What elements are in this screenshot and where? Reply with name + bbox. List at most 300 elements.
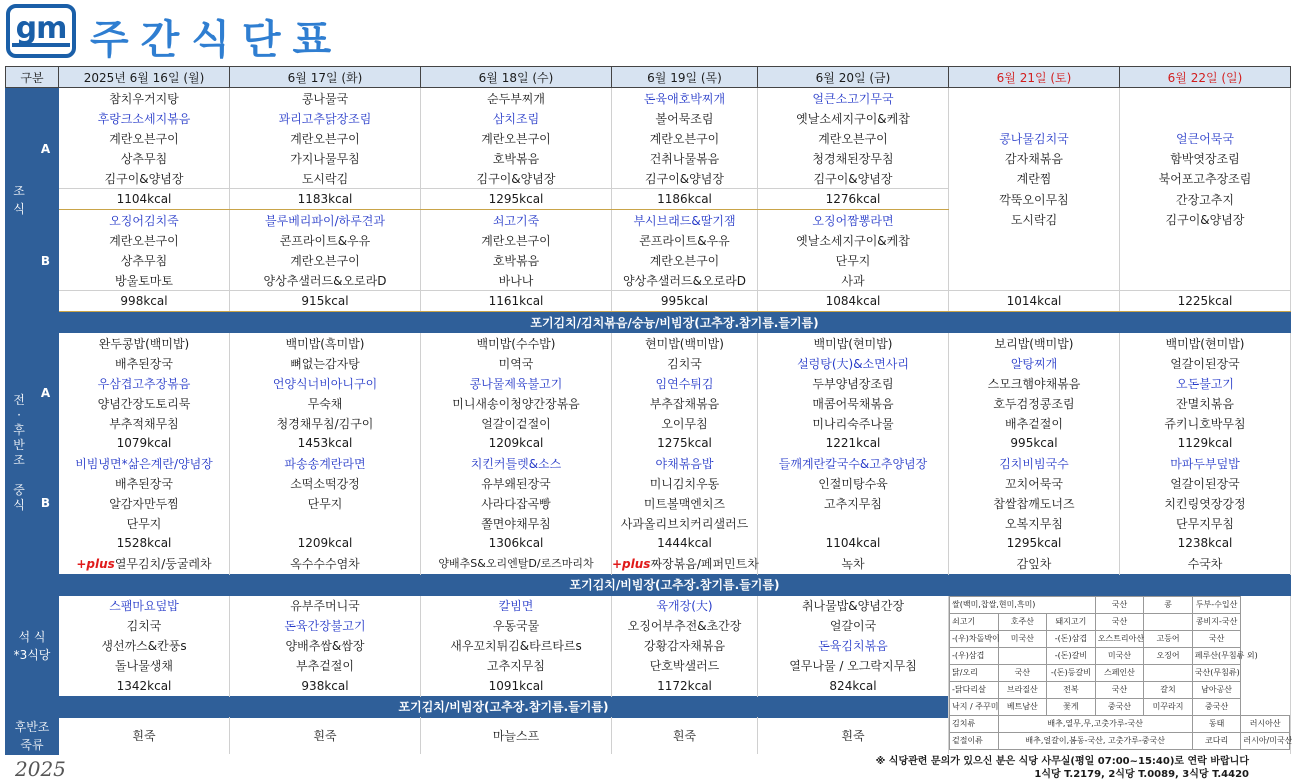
origin-cell: 동태 — [1192, 715, 1241, 732]
section-dinner: 석 식 *3식당 — [6, 595, 59, 696]
origin-cell: 호주산 — [998, 613, 1047, 630]
contact-note-line1: ※ 식당관련 문의가 있으신 분은 식당 사무실(평일 07:00~15:40)로 연락 바랍니다 — [875, 756, 1249, 767]
menu-item: 계란오븐구이 — [612, 250, 758, 270]
menu-item: 새우꼬치튀김&타르타르s — [421, 636, 612, 656]
table-row — [6, 595, 1291, 616]
origin-row — [950, 715, 1290, 732]
weekend-blank — [1120, 88, 1291, 129]
header — [0, 0, 1258, 66]
plus-mark: +plus — [76, 556, 115, 571]
section-breakfast: 조 식 — [6, 88, 33, 312]
origin-cell: 미국산 — [1095, 647, 1144, 664]
origin-cell: 콩비지-국산 — [1192, 613, 1241, 630]
table-row — [6, 473, 1291, 493]
footer — [5, 757, 1253, 784]
origin-cell: 국산 — [998, 664, 1047, 681]
table-row — [6, 88, 1291, 109]
menu-item: 쫄면야채무침 — [421, 513, 612, 533]
kcal: 938kcal — [230, 676, 421, 697]
origin-cell: 두부-수입산 — [1192, 596, 1241, 613]
lunch-sides-bar: 포기김치/비빔장(고추장.참기름.들기름) — [59, 574, 1291, 595]
origin-row — [950, 698, 1290, 715]
menu-item: 단무지 — [758, 250, 949, 270]
day-header: 2025년 6월 16일 (월) — [59, 67, 230, 88]
sub-plus — [33, 553, 59, 574]
porridge-item: 마늘스프 — [421, 717, 612, 754]
menu-item: 부시브래드&딸기잼 — [612, 210, 758, 231]
menu-item: 김치비빔국수 — [949, 453, 1120, 473]
origin-cell: 스페인산 — [1095, 664, 1144, 681]
table-row — [6, 393, 1291, 413]
origin-cell: 국산 — [1095, 613, 1144, 630]
menu-item: 돈육김치볶음 — [758, 636, 949, 656]
menu-item: 돈육간장불고기 — [230, 616, 421, 636]
menu-item: 콘프라이트&우유 — [612, 230, 758, 250]
menu-item: 상추무침 — [59, 250, 230, 270]
menu-item: 미니새송이청양간장볶음 — [421, 393, 612, 413]
menu-item: 계란오븐구이 — [59, 128, 230, 148]
porridge-item: 흰죽 — [230, 717, 421, 754]
menu-item: 콩나물김치국 — [949, 128, 1120, 148]
sub-a: A — [33, 88, 59, 210]
origin-cell — [1144, 664, 1193, 681]
origin-cell: 꽃게 — [1047, 698, 1096, 715]
menu-item: 오복지무침 — [949, 513, 1120, 533]
menu-item: 김구이&양념장 — [612, 168, 758, 189]
menu-item: 계란오븐구이 — [421, 230, 612, 250]
menu-item: 치킨링엿장강정 — [1120, 493, 1291, 513]
menu-item: 취나물밥&양념간장 — [758, 595, 949, 616]
menu-item: 도시락김 — [949, 210, 1120, 231]
plus-item — [758, 553, 949, 574]
origin-cell: -(돈)등갈비 — [1047, 664, 1096, 681]
table-row — [6, 230, 1291, 250]
menu-item: 양상추샐러드&오로라D — [612, 270, 758, 291]
table-row — [6, 210, 1291, 231]
menu-item: 오징어김치죽 — [59, 210, 230, 231]
origin-cell — [998, 647, 1047, 664]
menu-item: 양념간장도토리묵 — [59, 393, 230, 413]
menu-item: 잔멸치볶음 — [1120, 393, 1291, 413]
table-row — [6, 413, 1291, 433]
table-row — [6, 553, 1291, 574]
menu-item: 돈육애호박찌개 — [612, 88, 758, 109]
table-row — [6, 433, 1291, 453]
origin-cell: 닭/오리 — [950, 664, 999, 681]
menu-item: 매콤어묵채볶음 — [758, 393, 949, 413]
menu-item: 소떡소떡강정 — [230, 473, 421, 493]
weekend-blank — [949, 230, 1120, 291]
plus-text: 짜장볶음/페퍼민트차 — [650, 556, 759, 571]
menu-item: 우삼겹고추장볶음 — [59, 373, 230, 393]
kcal: 824kcal — [758, 676, 949, 697]
origin-cell: 코다리 — [1192, 732, 1241, 749]
origin-table-cell — [949, 595, 1291, 754]
kcal: 1225kcal — [1120, 291, 1291, 312]
menu-item: 백미밥(현미밥) — [1120, 333, 1291, 354]
table-row — [6, 312, 1291, 333]
kcal: 1238kcal — [1120, 533, 1291, 553]
origin-cell: 중국산 — [1095, 698, 1144, 715]
menu-item: 꽈리고추닭장조림 — [230, 108, 421, 128]
origin-cell: 오징어 — [1144, 647, 1193, 664]
origin-cell: 배추,열무,무,고춧가루-국산 — [998, 715, 1192, 732]
origin-cell: -(돈)갈비 — [1047, 647, 1096, 664]
menu-item: 얼갈이겉절이 — [421, 413, 612, 433]
menu-item: 스모크햄야채볶음 — [949, 373, 1120, 393]
kcal: 1079kcal — [59, 433, 230, 453]
menu-item: 치킨커틀렛&소스 — [421, 453, 612, 473]
menu-item: 오돈불고기 — [1120, 373, 1291, 393]
menu-item: 단무지무침 — [1120, 513, 1291, 533]
plus-item — [421, 553, 612, 574]
origin-cell: 러시아산 — [1241, 715, 1290, 732]
origin-cell: 미꾸라지 — [1144, 698, 1193, 715]
menu-item: 미역국 — [421, 353, 612, 373]
menu-item: 쇠고기죽 — [421, 210, 612, 231]
menu-item: 김구이&양념장 — [59, 168, 230, 189]
kcal: 1275kcal — [612, 433, 758, 453]
menu-item: 삼치조림 — [421, 108, 612, 128]
origin-row — [950, 647, 1290, 664]
menu-item: 언양식너비아니구이 — [230, 373, 421, 393]
kcal: 998kcal — [59, 291, 230, 312]
menu-item: 생선까스&칸풍s — [59, 636, 230, 656]
menu-item: 찹쌀찹깨도너즈 — [949, 493, 1120, 513]
origin-cell: 쇠고기 — [950, 613, 999, 630]
origin-row — [950, 630, 1290, 647]
menu-item: 오징어짬뽕라면 — [758, 210, 949, 231]
table-row — [6, 493, 1291, 513]
menu-item: 완두콩밥(백미밥) — [59, 333, 230, 354]
menu-item: 북어포고추장조림 — [1120, 168, 1291, 189]
kcal: 1342kcal — [59, 676, 230, 697]
gm-logo — [6, 4, 76, 58]
bar-gap — [6, 696, 59, 717]
origin-cell: 고등어 — [1144, 630, 1193, 647]
origin-cell: 브라질산 — [998, 681, 1047, 698]
menu-item: 함박엿장조림 — [1120, 148, 1291, 168]
origin-row — [950, 681, 1290, 698]
table-row — [6, 189, 1291, 210]
menu-item: 도시락김 — [230, 168, 421, 189]
menu-item: 김구이&양념장 — [758, 168, 949, 189]
day-header: 6월 19일 (목) — [612, 67, 758, 88]
plus-item — [949, 553, 1120, 574]
origin-cell: -(돈)삼겹 — [1047, 630, 1096, 647]
menu-item: 계란오븐구이 — [230, 128, 421, 148]
menu-item: 사과올리브치커리샐러드 — [612, 513, 758, 533]
menu-item: 두부양념장조림 — [758, 373, 949, 393]
menu-item: 청경채된장무침 — [758, 148, 949, 168]
kcal: 1276kcal — [758, 189, 949, 210]
origin-cell: 전복 — [1047, 681, 1096, 698]
origin-cell: -(우)차돌박이 — [950, 630, 999, 647]
menu-item: 백미밥(수수밥) — [421, 333, 612, 354]
menu-item: 가지나물무침 — [230, 148, 421, 168]
menu-item: 들깨계란칼국수&고추양념장 — [758, 453, 949, 473]
origin-cell: 낙지 / 주꾸미 — [950, 698, 999, 715]
origin-cell: -(우)삼겹 — [950, 647, 999, 664]
header-label: 구분 — [6, 67, 59, 88]
plus-text: 옥수수수염차 — [290, 556, 360, 571]
menu-item: 보리밥(백미밥) — [949, 333, 1120, 354]
day-header: 6월 17일 (화) — [230, 67, 421, 88]
menu-item: 오징어부추전&초간장 — [612, 616, 758, 636]
day-header: 6월 21일 (토) — [949, 67, 1120, 88]
kcal: 1453kcal — [230, 433, 421, 453]
table-row — [6, 128, 1291, 148]
porridge-item: 흰죽 — [758, 717, 949, 754]
menu-item: 얼갈이된장국 — [1120, 353, 1291, 373]
origin-cell: 갈치 — [1144, 681, 1193, 698]
menu-item: 호두검정콩조림 — [949, 393, 1120, 413]
menu-item: 호박볶음 — [421, 250, 612, 270]
menu-item: 무숙채 — [230, 393, 421, 413]
menu-item: 양상추샐러드&오로라D — [230, 270, 421, 291]
menu-item: 현미밥(백미밥) — [612, 333, 758, 354]
menu-item: 부추잡채볶음 — [612, 393, 758, 413]
origin-cell: 돼지고기 — [1047, 613, 1096, 630]
bar-gap — [6, 574, 59, 595]
origin-cell: 중국산 — [1192, 698, 1241, 715]
menu-item: 미니김치우동 — [612, 473, 758, 493]
menu-item: 볼어묵조림 — [612, 108, 758, 128]
menu-item: 방울토마토 — [59, 270, 230, 291]
porridge-item: 흰죽 — [612, 717, 758, 754]
menu-item: 칼빔면 — [421, 595, 612, 616]
menu-item: 바나나 — [421, 270, 612, 291]
sub-b: B — [33, 210, 59, 312]
menu-item: 옛날소세지구이&케찹 — [758, 108, 949, 128]
menu-item: 파송송계란라면 — [230, 453, 421, 473]
day-header: 6월 18일 (수) — [421, 67, 612, 88]
menu-item: 돌나물생채 — [59, 656, 230, 676]
kcal: 1091kcal — [421, 676, 612, 697]
origin-cell: 러시아/미국산 — [1241, 732, 1290, 749]
kcal: 1306kcal — [421, 533, 612, 553]
menu-item: 육개장(大) — [612, 595, 758, 616]
plus-text: 녹차 — [841, 556, 865, 571]
menu-item: 콘프라이트&우유 — [230, 230, 421, 250]
menu-item: 인절미탕수육 — [758, 473, 949, 493]
kcal: 1084kcal — [758, 291, 949, 312]
menu-item: 단호박샐러드 — [612, 656, 758, 676]
kcal: 1444kcal — [612, 533, 758, 553]
origin-row — [950, 664, 1290, 681]
menu-item: 우동국물 — [421, 616, 612, 636]
menu-item: 순두부찌개 — [421, 88, 612, 109]
origin-cell: 국산 — [1095, 596, 1144, 613]
menu-item: 마파두부덮밥 — [1120, 453, 1291, 473]
page-title: 주간식단표 — [90, 17, 344, 63]
bar-gap — [6, 312, 59, 333]
menu-item: 오이무침 — [612, 413, 758, 433]
origin-row — [950, 613, 1290, 630]
menu-item: 유부주머니국 — [230, 595, 421, 616]
kcal: 1014kcal — [949, 291, 1120, 312]
origin-cell: 국산 — [1192, 630, 1241, 647]
origin-cell: 남아공산 — [1192, 681, 1241, 698]
menu-item: 상추무침 — [59, 148, 230, 168]
kcal: 1528kcal — [59, 533, 230, 553]
menu-item: 호박볶음 — [421, 148, 612, 168]
menu-item: 간장고추지 — [1120, 189, 1291, 210]
menu-item: 배추겉절이 — [949, 413, 1120, 433]
menu-item: 부추겉절이 — [230, 656, 421, 676]
menu-item: 감자채볶음 — [949, 148, 1120, 168]
kcal: 995kcal — [949, 433, 1120, 453]
menu-item: 블루베리파이/하루견과 — [230, 210, 421, 231]
origin-cell: 김치류 — [950, 715, 999, 732]
menu-item: 김치국 — [59, 616, 230, 636]
kcal: 1295kcal — [421, 189, 612, 210]
menu-item: 스팸마요덮밥 — [59, 595, 230, 616]
menu-item: 얼큰소고기무국 — [758, 88, 949, 109]
plus-text: 감잎차 — [1016, 556, 1052, 571]
menu-item: 계란오븐구이 — [758, 128, 949, 148]
menu-item: 유부왜된장국 — [421, 473, 612, 493]
menu-item: 배추된장국 — [59, 353, 230, 373]
plus-item — [1120, 553, 1291, 574]
menu-item: 얼갈이국 — [758, 616, 949, 636]
kcal: 1129kcal — [1120, 433, 1291, 453]
porridge-item: 흰죽 — [59, 717, 230, 754]
origin-cell: 베트남산 — [998, 698, 1047, 715]
menu-item: 옛날소세지구이&케찹 — [758, 230, 949, 250]
menu-item: 비빔냉면*삶은계란/양념장 — [59, 453, 230, 473]
weekend-blank — [949, 88, 1120, 129]
menu-item: 쥬키니호박무침 — [1120, 413, 1291, 433]
contact-note-line2: 1식당 T.2179, 2식당 T.0089, 3식당 T.4420 — [1034, 769, 1249, 780]
menu-item: 뼈없는감자탕 — [230, 353, 421, 373]
menu-item: 단무지 — [230, 493, 421, 513]
kcal: 1172kcal — [612, 676, 758, 697]
origin-row — [950, 732, 1290, 749]
menu-item: 고추지무침 — [421, 656, 612, 676]
section-late: 후반조 죽류 — [6, 717, 59, 754]
kcal: 1104kcal — [758, 533, 949, 553]
menu-item: 백미밥(흑미밥) — [230, 333, 421, 354]
origin-row — [950, 596, 1290, 613]
menu-item: 청경채무침/김구이 — [230, 413, 421, 433]
table-row — [6, 353, 1291, 373]
menu-item: 계란오븐구이 — [612, 128, 758, 148]
table-row — [6, 333, 1291, 354]
menu-item: 부추적채무침 — [59, 413, 230, 433]
kcal: 1183kcal — [230, 189, 421, 210]
menu-item: 김구이&양념장 — [421, 168, 612, 189]
menu-item: 김구이&양념장 — [1120, 210, 1291, 231]
section-lunch: 전 · 후 반 조 중 식 — [6, 333, 33, 575]
plus-mark: +plus — [612, 556, 651, 571]
origin-cell: -닭다리살 — [950, 681, 999, 698]
menu-item: 야채볶음밥 — [612, 453, 758, 473]
weekend-blank — [1120, 230, 1291, 291]
menu-item: 꼬치어묵국 — [949, 473, 1120, 493]
menu-item: 얼큰어묵국 — [1120, 128, 1291, 148]
menu-item: 열무나물 / 오그락지무침 — [758, 656, 949, 676]
menu-item: 알감자만두찜 — [59, 493, 230, 513]
table-row — [6, 291, 1291, 312]
table-row — [6, 168, 1291, 189]
table-row — [6, 67, 1291, 88]
origin-cell: 쌀(백미,찹쌀,현미,흑미) — [950, 596, 1096, 613]
kcal: 1221kcal — [758, 433, 949, 453]
menu-item: 건취나물볶음 — [612, 148, 758, 168]
menu-item: 임연수튀김 — [612, 373, 758, 393]
menu-item: 깍뚝오이무침 — [949, 189, 1120, 210]
menu-item: 미트볼맥엔치즈 — [612, 493, 758, 513]
origin-cell: 겉절이류 — [950, 732, 999, 749]
menu-item: 김치국 — [612, 353, 758, 373]
origin-cell: 국산 — [1095, 681, 1144, 698]
menu-item — [230, 513, 421, 533]
menu-item: 고추지무침 — [758, 493, 949, 513]
menu-item: 백미밥(현미밥) — [758, 333, 949, 354]
origin-cell: 오스트리아산 — [1095, 630, 1144, 647]
plus-item — [230, 553, 421, 574]
menu-table — [5, 66, 1291, 755]
kcal: 1209kcal — [421, 433, 612, 453]
menu-item: 단무지 — [59, 513, 230, 533]
menu-item — [758, 513, 949, 533]
table-row — [6, 373, 1291, 393]
plus-text: 양배추S&오리엔탈D/로즈마리차 — [438, 557, 594, 571]
plus-text: 열무김치/둥굴레차 — [114, 556, 212, 571]
sub-b: B — [33, 453, 59, 553]
menu-item: 양배추쌈&쌈장 — [230, 636, 421, 656]
menu-item: 후랑크소세지볶음 — [59, 108, 230, 128]
plus-item — [59, 553, 230, 574]
menu-item: 콩나물국 — [230, 88, 421, 109]
origin-cell — [1144, 613, 1193, 630]
menu-item: 계란찜 — [949, 168, 1120, 189]
origin-table — [949, 596, 1290, 750]
kcal: 995kcal — [612, 291, 758, 312]
day-header: 6월 20일 (금) — [758, 67, 949, 88]
signature: 2025 — [15, 757, 66, 781]
menu-item: 계란오븐구이 — [230, 250, 421, 270]
kcal: 915kcal — [230, 291, 421, 312]
menu-item: 계란오븐구이 — [59, 230, 230, 250]
plus-item — [612, 553, 758, 574]
menu-item: 사과 — [758, 270, 949, 291]
contact-note — [876, 755, 1249, 781]
kcal: 1161kcal — [421, 291, 612, 312]
origin-cell: 미국산 — [998, 630, 1047, 647]
kcal: 1209kcal — [230, 533, 421, 553]
dinner-sides-bar: 포기김치/비빔장(고추장.참기름.들기름) — [59, 696, 949, 717]
kcal: 1104kcal — [59, 189, 230, 210]
menu-item: 사라다잡곡빵 — [421, 493, 612, 513]
menu-item: 강황감자채볶음 — [612, 636, 758, 656]
kcal: 1295kcal — [949, 533, 1120, 553]
origin-cell: 배추,얼갈이,봄동-국산, 고춧가루-중국산 — [998, 732, 1192, 749]
table-row — [6, 453, 1291, 473]
origin-cell: 페루산(무침류 외) — [1192, 647, 1241, 664]
day-header: 6월 22일 (일) — [1120, 67, 1291, 88]
sub-a: A — [33, 333, 59, 454]
menu-item: 미나리숙주나물 — [758, 413, 949, 433]
table-row — [6, 513, 1291, 533]
plus-text: 수국차 — [1187, 556, 1223, 571]
menu-item: 콩나물제육불고기 — [421, 373, 612, 393]
menu-item: 배추된장국 — [59, 473, 230, 493]
table-row — [6, 533, 1291, 553]
table-row — [6, 574, 1291, 595]
menu-item: 계란오븐구이 — [421, 128, 612, 148]
